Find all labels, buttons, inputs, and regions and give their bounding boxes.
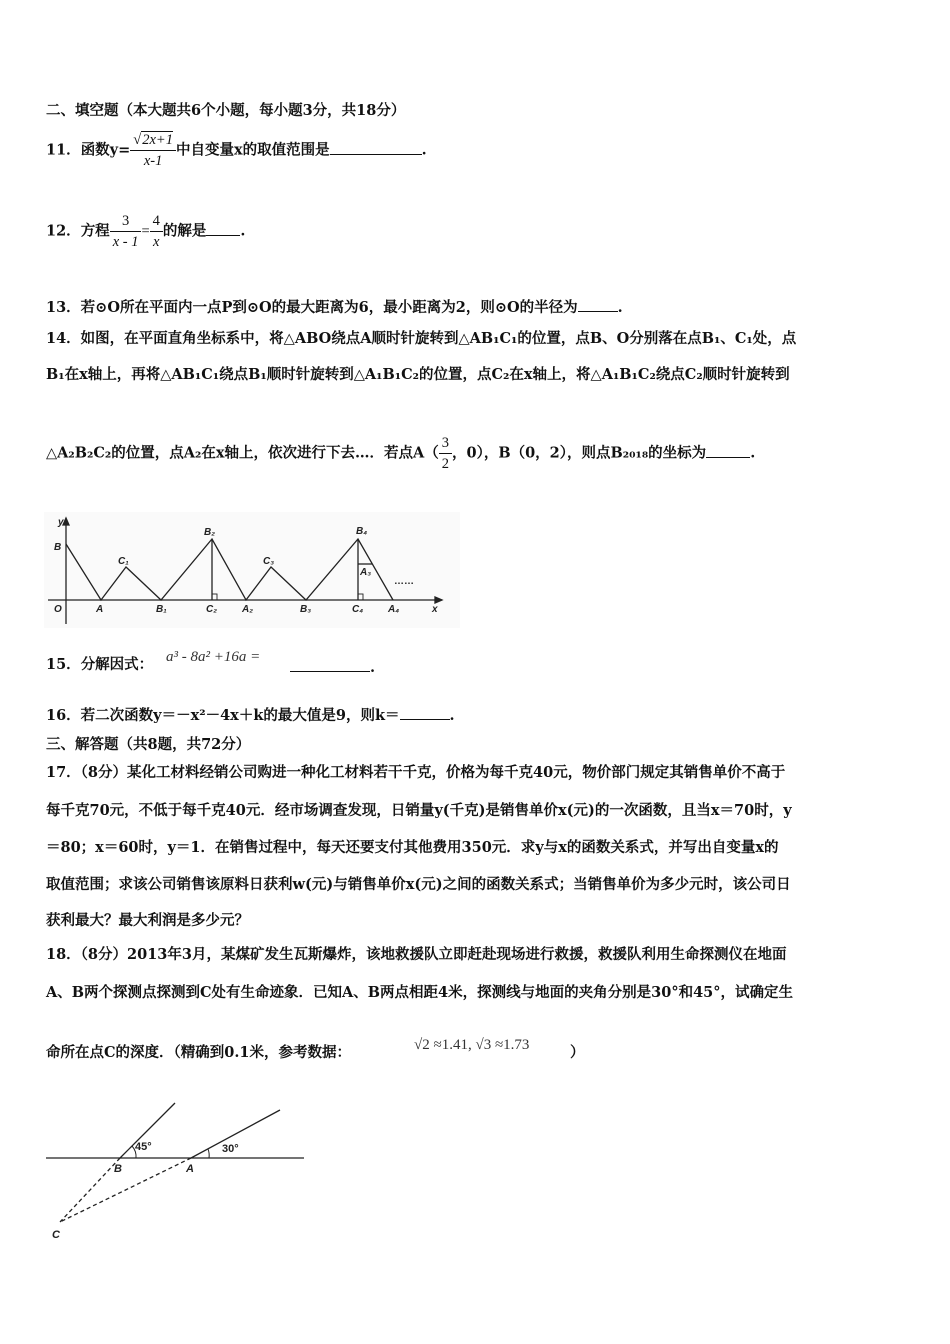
question-13-text: 13．若⊙O所在平面内一点P到⊙O的最大距离为6，最小距离为2，则⊙O的半径为	[46, 299, 578, 316]
label-b2: B₂	[204, 527, 216, 538]
label-b: B	[54, 542, 62, 553]
question-15	[46, 658, 153, 673]
label-b4: B₄	[356, 526, 368, 537]
question-12-lhs-fraction	[110, 214, 142, 249]
point-a-denominator: 2	[441, 455, 449, 472]
label-a3: A₃	[360, 567, 372, 578]
question-18-line-2: A、B两个探测点探测到C处有生命迹象．已知A、B两点相距4米，探测线与地面的夹角分别是30°和45°，试确定生	[46, 984, 793, 1001]
label-y: y	[58, 517, 64, 528]
answer-blank-11[interactable]	[330, 141, 422, 155]
section-3-heading: 三、解答题（共8题，共72分）	[46, 736, 251, 753]
answer-blank-15[interactable]	[290, 658, 370, 672]
question-17-line-5: 获利最大？最大利润是多少元？	[46, 912, 249, 929]
question-18-line-1: 18．（8分）2013年3月，某煤矿发生瓦斯爆炸，该地救援队立即赶赴现场进行救援，救援队利用生命探测仪在地面	[46, 946, 787, 963]
label-o: O	[54, 604, 62, 615]
rotation-figure	[44, 512, 460, 628]
question-14-line-3-text: ，0），B（0，2），则点B₂₀₁₈的坐标为	[452, 444, 707, 462]
question-15-answer	[290, 658, 375, 676]
label-c4: C₄	[352, 604, 364, 615]
lhs-denominator: x - 1	[112, 233, 139, 250]
question-12-end: .	[240, 222, 246, 240]
question-17-line-2: 每千克70元，不低于每千克40元．经市场调查发现，日销量y(千克)是销售单价x(元)的一次函数，且当x＝70时，y	[46, 802, 792, 819]
question-18-line-3-prefix: 命所在点C的深度．（精确到0.1米，参考数据：	[46, 1044, 352, 1061]
question-13-end: .	[617, 299, 623, 316]
question-13	[46, 298, 623, 316]
question-15-expression: a³ - 8a² +16a =	[166, 649, 261, 665]
question-14-line-3-prefix: △A₂B₂C₂的位置，点A₂在x轴上，依次进行下去…．若点A（	[46, 444, 439, 462]
question-14-line-3	[46, 436, 755, 471]
label-point-c: C	[52, 1229, 60, 1241]
label-b1: B₁	[156, 604, 167, 615]
answer-blank-14[interactable]	[706, 444, 750, 458]
question-17-line-3: ＝80；x＝60时，y＝1．在销售过程中，每天还要支付其他费用350元．求y与x的函数关系式，并写出自变量x的	[46, 839, 779, 856]
question-16-text: 16．若二次函数y＝－x²－4x＋k的最大值是9，则k＝	[46, 707, 400, 724]
sqrt-icon: √	[133, 132, 142, 148]
label-c1: C₁	[118, 556, 129, 567]
label-c3: C₃	[263, 556, 275, 567]
question-15-number: 15．	[46, 656, 81, 673]
label-b3: B₃	[300, 604, 312, 615]
question-11-fraction	[130, 133, 176, 168]
question-11-text: 中自变量x的取值范围是	[175, 141, 330, 159]
rhs-denominator: x	[153, 233, 160, 250]
point-a-numerator: 3	[439, 436, 452, 454]
question-11-radicand: 2x+1	[142, 132, 173, 148]
label-point-b: B	[114, 1163, 122, 1175]
dashed-line-a-c	[60, 1158, 191, 1222]
reference-values: √2 ≈1.41, √3 ≈1.73	[414, 1037, 530, 1053]
label-c2: C₂	[206, 604, 218, 615]
question-12-prefix: 方程	[80, 222, 110, 240]
label-a2: A₂	[242, 604, 254, 615]
lhs-numerator: 3	[110, 214, 142, 232]
question-11-end: .	[421, 141, 427, 159]
angle-30-label: 30°	[222, 1143, 239, 1155]
answer-blank-12[interactable]	[206, 222, 240, 236]
question-15-prefix: 分解因式：	[80, 656, 154, 673]
question-12-rhs-fraction	[150, 214, 163, 249]
answer-blank-13[interactable]	[578, 298, 618, 312]
question-17-line-1: 17．（8分）某化工材料经销公司购进一种化工材料若干千克，价格为每千克40元，物价部门规定其销售单价不高于	[46, 764, 786, 781]
question-11-prefix: 函数y=	[80, 141, 131, 159]
angle-45-label: 45°	[135, 1141, 152, 1153]
question-17-line-4: 取值范围；求该公司销售该原料日获利w(元)与销售单价x(元)之间的函数关系式；当销售单价为多少元时，该公司日	[46, 876, 791, 893]
equals-sign: =	[141, 223, 150, 240]
section-2-heading: 二、填空题（本大题共6个小题，每小题3分，共18分）	[46, 102, 406, 119]
question-14-end: .	[750, 444, 756, 462]
rhs-numerator: 4	[150, 214, 163, 232]
question-18-line-3-end: ）	[570, 1044, 585, 1061]
question-12	[46, 214, 245, 249]
question-12-number: 12．	[46, 222, 81, 240]
question-11	[46, 133, 427, 168]
angle-arc-30	[208, 1149, 209, 1158]
label-point-a: A	[186, 1163, 194, 1175]
question-15-end: .	[370, 659, 376, 676]
question-14-line-1: 14．如图，在平面直角坐标系中，将△ABO绕点A顺时针旋转到△AB₁C₁的位置，点B、O分别落在点B₁、C₁处，点	[46, 330, 797, 347]
detection-figure	[44, 1090, 308, 1246]
question-12-text: 的解是	[162, 222, 207, 240]
question-16-end: .	[449, 707, 455, 724]
label-dots: ……	[394, 576, 414, 587]
question-16	[46, 706, 455, 724]
dashed-line-b-c	[60, 1158, 120, 1222]
question-18-line-3	[46, 1046, 351, 1061]
question-11-denominator: x-1	[143, 152, 163, 169]
label-x: x	[432, 604, 438, 615]
label-a: A	[96, 604, 104, 615]
question-11-number: 11．	[46, 141, 81, 159]
label-a4: A₄	[388, 604, 400, 615]
answer-blank-16[interactable]	[400, 706, 450, 720]
question-14-line-2: B₁在x轴上，再将△AB₁C₁绕点B₁顺时针旋转到△A₁B₁C₂的位置，点C₂在x轴上，将△A₁B₁C₂绕点C₂顺时针旋转到	[46, 366, 790, 383]
point-a-x-fraction	[439, 436, 452, 471]
